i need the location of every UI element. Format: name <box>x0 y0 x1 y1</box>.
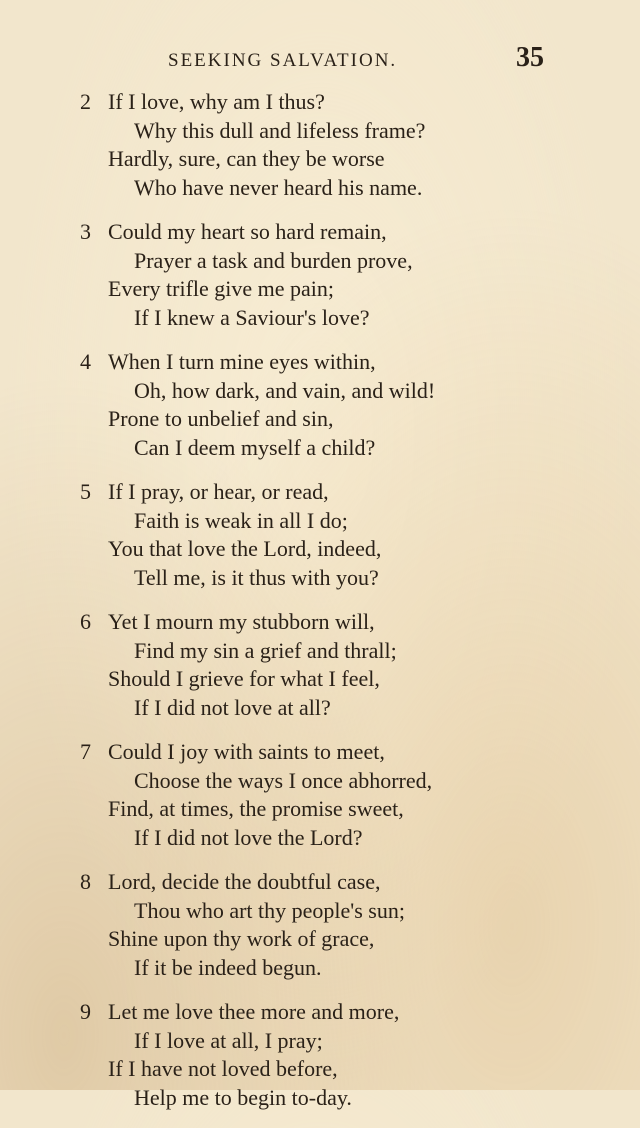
verse-line: Let me love thee more and more, <box>108 999 400 1024</box>
stanza-number: 6 <box>80 609 91 634</box>
verse-line: If I pray, or hear, or read, <box>108 479 329 504</box>
stanza-number: 8 <box>80 869 91 894</box>
verse-line: If I love at all, I pray; <box>134 1027 323 1053</box>
verse-line: Choose the ways I once abhorred, <box>134 767 433 793</box>
verse-line: Thou who art thy people's sun; <box>134 897 405 923</box>
hymn-text <box>80 88 550 1128</box>
stanza <box>80 88 550 202</box>
stanza <box>80 998 550 1112</box>
verse-line: Should I grieve for what I feel, <box>108 666 380 691</box>
verse-line: Tell me, is it thus with you? <box>134 564 379 590</box>
verse-line: Who have never heard his name. <box>134 174 423 200</box>
verse-line: Could my heart so hard remain, <box>108 219 387 244</box>
verse-line: If I have not loved before, <box>108 1056 338 1081</box>
verse-line: Yet I mourn my stubborn will, <box>108 609 375 634</box>
verse-line: Why this dull and lifeless frame? <box>134 117 426 143</box>
stanza <box>80 478 550 592</box>
page-number: 35 <box>516 42 544 73</box>
stanza-number: 7 <box>80 739 91 764</box>
stanza <box>80 218 550 332</box>
verse-line: Find, at times, the promise sweet, <box>108 796 404 821</box>
verse-line: Help me to begin to-day. <box>134 1084 352 1110</box>
stanza <box>80 738 550 852</box>
verse-line: Lord, decide the doubtful case, <box>108 869 381 894</box>
verse-line: Find my sin a grief and thrall; <box>134 637 397 663</box>
verse-line: Can I deem myself a child? <box>134 434 376 460</box>
verse-line: Faith is weak in all I do; <box>134 507 348 533</box>
stanza-number: 4 <box>80 349 91 374</box>
stanza-number: 9 <box>80 999 91 1024</box>
verse-line: If I knew a Saviour's love? <box>134 304 370 330</box>
verse-line: Oh, how dark, and vain, and wild! <box>134 377 436 403</box>
verse-line: If I did not love the Lord? <box>134 824 363 850</box>
verse-line: Prone to unbelief and sin, <box>108 406 334 431</box>
verse-line: Every trifle give me pain; <box>108 276 335 301</box>
running-title: SEEKING SALVATION. <box>168 50 398 71</box>
stanza <box>80 868 550 982</box>
stanza-number: 3 <box>80 219 91 244</box>
stanza-number: 2 <box>80 89 91 114</box>
verse-line: Shine upon thy work of grace, <box>108 926 375 951</box>
stanza <box>80 348 550 462</box>
verse-line: If I love, why am I thus? <box>108 89 325 114</box>
verse-line: You that love the Lord, indeed, <box>108 536 382 561</box>
stanza-number: 5 <box>80 479 91 504</box>
verse-line: If I did not love at all? <box>134 694 331 720</box>
verse-line: Prayer a task and burden prove, <box>134 247 413 273</box>
verse-line: If it be indeed begun. <box>134 954 322 980</box>
verse-line: Could I joy with saints to meet, <box>108 739 385 764</box>
verse-line: When I turn mine eyes within, <box>108 349 376 374</box>
stanza <box>80 608 550 722</box>
verse-line: Hardly, sure, can they be worse <box>108 146 385 171</box>
